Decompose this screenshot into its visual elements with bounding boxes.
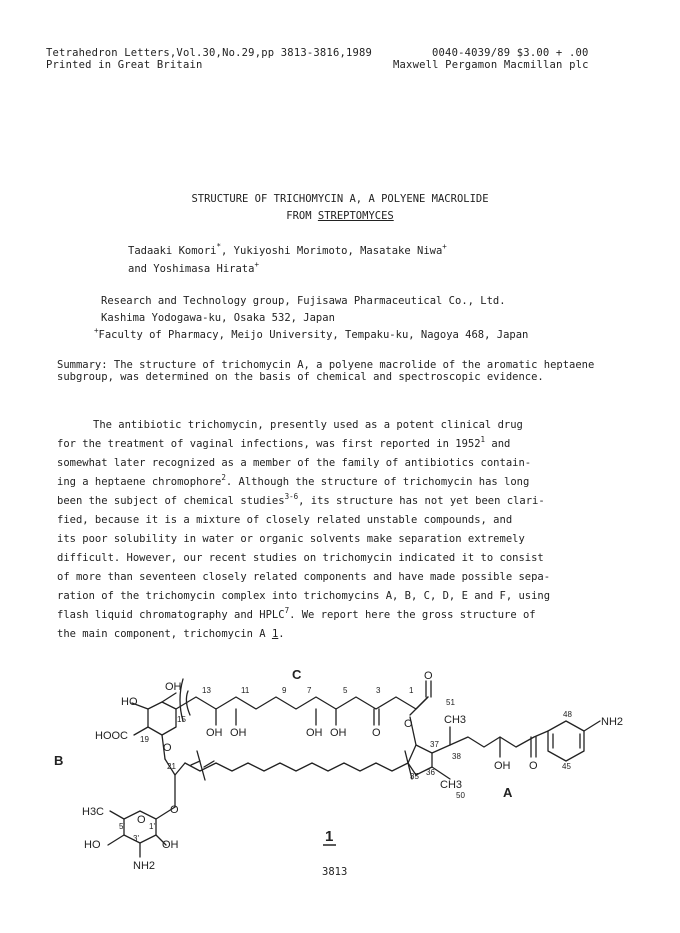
body-line: its poor solubility in water or organic solvents make separation extremely — [57, 533, 525, 545]
body-line: ing a heptaene chromophore$^2$. Although the structure of trichomycin has long — [57, 473, 530, 488]
region-label-a: A — [503, 785, 513, 800]
svg-text:45: 45 — [562, 762, 571, 771]
printed-in: Printed in Great Britain — [46, 59, 203, 71]
svg-text:3': 3' — [133, 834, 139, 843]
svg-text:5': 5' — [119, 822, 125, 831]
body-line: fied, because it is a mixture of closely related unstable compounds, and — [57, 514, 513, 526]
svg-text:38: 38 — [452, 752, 461, 761]
side-chain — [450, 731, 548, 747]
hemiketal-ring — [148, 702, 176, 735]
polyol-chain — [176, 697, 428, 709]
hydroxyl-ho-sugar: HO — [84, 839, 101, 851]
hydroxyl-oh-13: OH — [206, 727, 223, 739]
summary: Summary: The structure of trichomycin A, a polyene macrolide of the aromatic heptaene subgroup, was determined on the basis of chemical and spectroscopic evidence. — [57, 359, 595, 383]
svg-text:37: 37 — [430, 740, 439, 749]
carboxyl-hooc: HOOC — [95, 730, 128, 742]
affiliation-line1: Research and Technology group, Fujisawa Pharmaceutical Co., Ltd. — [101, 295, 506, 307]
sugar-oxygen: O — [137, 814, 146, 826]
svg-text:36: 36 — [426, 768, 435, 777]
methyl-h3c: H3C — [82, 806, 105, 818]
body-line: ration of the trichomycin complex into trichomycins A, B, C, D, E and F, using — [57, 590, 551, 602]
hydroxyl-oh-5: OH — [330, 727, 347, 739]
ring-oxygen: O — [163, 742, 172, 754]
body-line: difficult. However, our recent studies on trichomycin indicated it to consist — [57, 552, 544, 564]
affiliation-line2: Kashima Yodogawa-ku, Osaka 532, Japan — [101, 312, 335, 324]
svg-text:5: 5 — [343, 686, 348, 695]
hydroxyl-oh-11: OH — [230, 727, 247, 739]
svg-text:50: 50 — [456, 791, 465, 800]
authors-line1: Tadaaki Komori*, Yukiyoshi Morimoto, Masatake Niwa+ — [128, 242, 447, 257]
hydroxyl-ho-left: HO — [121, 696, 138, 708]
svg-text:11: 11 — [241, 686, 250, 695]
lactone-oxygen: O — [404, 718, 413, 730]
compound-number: 1 — [325, 828, 334, 845]
page-number: 3813 — [322, 866, 348, 878]
body-line: of more than seventeen closely related components and have made possible sepa- — [57, 571, 551, 583]
svg-text:15: 15 — [177, 715, 186, 724]
svg-text:35: 35 — [410, 772, 419, 781]
body-line: been the subject of chemical studies$^{3-6}$, its structure has not yet been clari- — [57, 492, 545, 507]
svg-text:7: 7 — [307, 686, 312, 695]
body-line: for the treatment of vaginal infections, was first reported in 1952$^1$ and — [57, 435, 511, 450]
svg-text:21: 21 — [167, 762, 176, 771]
body-line: The antibiotic trichomycin, presently used as a potent clinical drug — [93, 419, 523, 431]
svg-text:51: 51 — [446, 698, 455, 707]
publisher: Maxwell Pergamon Macmillan plc — [393, 59, 589, 71]
methyl-ch3-50: CH3 — [440, 779, 463, 791]
hydroxyl-oh-sugar: OH — [162, 839, 179, 851]
svg-text:1: 1 — [409, 686, 414, 695]
svg-text:19: 19 — [140, 735, 149, 744]
svg-text:9: 9 — [282, 686, 287, 695]
carbonyl-o-1: O — [424, 670, 433, 682]
region-label-c: C — [292, 667, 302, 682]
ketone-o-side: O — [529, 760, 538, 772]
glycosidic-oxygen: O — [170, 804, 179, 816]
amino-aryl: NH2 — [601, 716, 624, 728]
methyl-ch3-51: CH3 — [444, 714, 467, 726]
heptaene-chain — [185, 763, 408, 771]
hydroxyl-oh-side: OH — [494, 760, 511, 772]
body-line: flash liquid chromatography and HPLC$^7$. We report here the gross structure of — [57, 606, 536, 621]
svg-text:48: 48 — [563, 710, 572, 719]
paper-title-line1: STRUCTURE OF TRICHOMYCIN A, A POLYENE MACROLIDE — [191, 193, 489, 205]
body-line: somewhat later recognized as a member of the family of antibiotics contain- — [57, 457, 532, 469]
hydroxyl-oh-top: OH — [165, 681, 182, 693]
paper-title-line2: FROM STREPTOMYCES — [286, 210, 394, 222]
amino-sugar: NH2 — [133, 860, 156, 872]
authors-line2: and Yoshimasa Hirata+ — [128, 260, 259, 275]
svg-text:13: 13 — [202, 686, 211, 695]
hydroxyl-oh-7: OH — [306, 727, 323, 739]
affiliation-line3: +Faculty of Pharmacy, Meijo University, Tempaku-ku, Nagoya 468, Japan — [94, 326, 529, 341]
issn-price: 0040-4039/89 $3.00 + .00 — [432, 47, 589, 59]
ketone-o-3: O — [372, 727, 381, 739]
body-line: the main component, trichomycin A 1. — [57, 628, 285, 640]
journal-citation: Tetrahedron Letters,Vol.30,No.29,pp 3813-3816,1989 — [46, 47, 373, 59]
svg-text:3: 3 — [376, 686, 381, 695]
region-label-b: B — [54, 753, 64, 768]
svg-text:1': 1' — [149, 822, 155, 831]
